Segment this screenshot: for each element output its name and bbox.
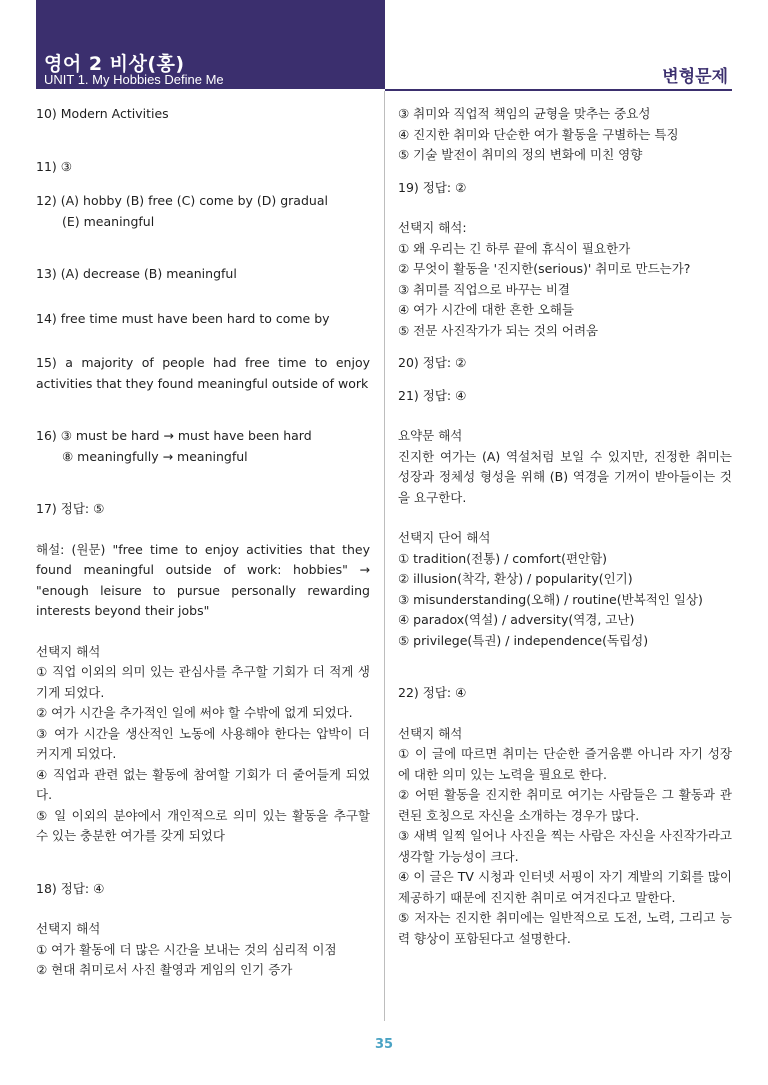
choice-22-2: ② 어떤 활동을 진지한 취미로 여기는 사람들은 그 활동과 관련된 호칭으로 자신을 소개하는 경우가 많다. [398,787,732,823]
choice-22-3: ③ 새벽 일찍 일어나 사진을 찍는 사람은 자신을 사진작가라고 생각할 가능성이 크다. [398,828,732,864]
word-choice-2: ② illusion(착각, 환상) / popularity(인기) [398,571,633,586]
choice-22-1: ① 이 글에 따르면 취미는 단순한 즐거움뿐 아니라 자기 성장에 대한 의미 있는 노력을 필요로 한다. [398,746,732,782]
answer-13: 13) (A) decrease (B) meaningful [36,266,237,281]
choices-heading-18: 선택지 해석 [36,921,101,936]
choice-19-3: ③ 취미를 직업으로 바꾸는 비결 [398,281,571,297]
answer-14: 14) free time must have been hard to come by [36,310,330,326]
page-number: 35 [374,1037,394,1052]
word-choice-3: ③ misunderstanding(오해) / routine(반복적인 일상) [398,591,703,607]
unit-title: UNIT 1. My Hobbies Define Me [44,72,224,87]
choice-18-4: ④ 진지한 취미와 단순한 여가 활동을 구별하는 특징 [398,126,679,142]
summary-text: 진지한 여가는 (A) 역설처럼 보일 수 있지만, 진정한 취미는 성장과 정체성 형성을 위해 (B) 역경을 기꺼이 받아들이는 것을 요구한다. [398,448,732,505]
book-title: 영어 2 비상(홍) [44,53,185,75]
choices-heading-19: 선택지 해석: [398,220,467,235]
left-column [36,104,370,981]
word-choices-heading: 선택지 단어 해석 [398,530,491,545]
word-choice-1: ① tradition(전통) / comfort(편안함) [398,550,608,566]
answer-21: 21) 정답: ④ [398,387,467,403]
answer-20: 20) 정답: ② [398,355,467,370]
choice-17-1: ① 직업 이외의 의미 있는 관심사를 추구할 기회가 더 적게 생기게 되었다. [36,664,370,700]
explanation-17: 해설: (원문) "free time to enjoy activities that they found meaningful outside of work: hobbies" → "enough leisure to pursue personally rewarding interests beyond their jobs" [36,541,370,618]
choice-17-4: ④ 직업과 관련 없는 활동에 참여할 기회가 더 줄어들게 되었다. [36,766,370,802]
choice-18-1: ① 여가 활동에 더 많은 시간을 보내는 것의 심리적 이점 [36,941,337,957]
choices-heading-22: 선택지 해석 [398,725,463,741]
choice-22-5: ⑤ 저자는 진지한 취미에는 일반적으로 도전, 노력, 그리고 능력 향상이 포함된다고 설명한다. [398,910,732,946]
column-divider [384,91,385,1021]
choice-18-3: ③ 취미와 직업적 책임의 균형을 맞추는 중요성 [398,106,651,121]
choice-18-5: ⑤ 기술 발전이 취미의 정의 변화에 미친 영향 [398,147,643,162]
answer-22: 22) 정답: ④ [398,685,467,700]
choice-17-3: ③ 여가 시간을 생산적인 노동에 사용해야 한다는 압박이 더 커지게 되었다. [36,725,370,761]
answer-19: 19) 정답: ② [398,179,467,195]
answer-18: 18) 정답: ④ [36,880,105,896]
choices-heading-17: 선택지 해석 [36,643,101,659]
choice-19-4: ④ 여가 시간에 대한 흔한 오해들 [398,302,574,317]
choice-19-2: ② 무엇이 활동을 '진지한(serious)' 취미로 만드는가? [398,261,691,276]
header-rule [385,89,732,91]
answer-11: 11) ③ [36,158,72,174]
answer-17: 17) 정답: ⑤ [36,501,105,516]
right-column [398,104,732,949]
section-label: 변형문제 [662,67,728,87]
choice-22-4: ④ 이 글은 TV 시청과 인터넷 서핑이 자기 계발의 기회를 많이 제공하기 때문에 진지한 취미로 여겨진다고 말한다. [398,869,732,905]
choice-19-5: ⑤ 전문 사진작가가 되는 것의 어려움 [398,322,599,338]
summary-heading: 요약문 해석 [398,428,463,443]
answer-12-cont: (E) meaningful [62,213,155,229]
answer-12: 12) (A) hobby (B) free (C) come by (D) gradual [36,193,328,208]
answer-15: 15) a majority of people had free time to enjoy activities that they found meaningful outside of work [36,355,370,391]
answer-16-cont: ⑧ meaningfully → meaningful [62,448,248,464]
choice-17-2: ② 여가 시간을 추가적인 일에 써야 할 수밖에 없게 되었다. [36,705,353,720]
choice-19-1: ① 왜 우리는 긴 하루 끝에 휴식이 필요한가 [398,240,631,256]
answer-16: 16) ③ must be hard → must have been hard [36,428,312,443]
word-choice-5: ⑤ privilege(특권) / independence(독립성) [398,632,649,648]
answer-10: 10) Modern Activities [36,106,169,121]
word-choice-4: ④ paradox(역설) / adversity(역경, 고난) [398,612,635,627]
choice-17-5: ⑤ 일 이외의 분야에서 개인적으로 의미 있는 활동을 추구할 수 있는 충분한 여가를 갖게 되었다 [36,807,370,843]
choice-18-2: ② 현대 취미로서 사진 촬영과 게임의 인기 증가 [36,962,293,977]
